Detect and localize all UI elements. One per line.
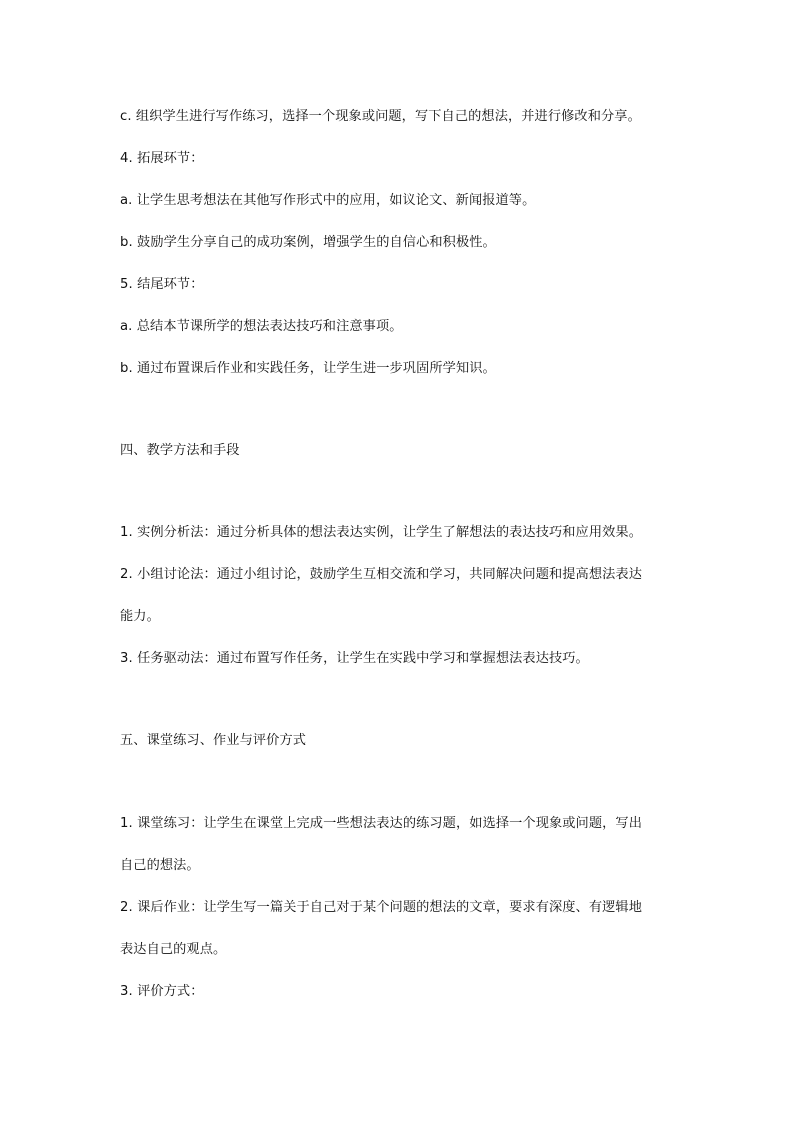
paragraph-line: 3. 任务驱动法：通过布置写作任务，让学生在实践中学习和掌握想法表达技巧。 (120, 651, 589, 666)
paragraph-line: a. 让学生思考想法在其他写作形式中的应用，如议论文、新闻报道等。 (120, 193, 536, 208)
paragraph-line: 2. 小组讨论法：通过小组讨论，鼓励学生互相交流和学习，共同解决问题和提高想法表达 (120, 567, 642, 582)
paragraph-line: a. 总结本节课所学的想法表达技巧和注意事项。 (120, 319, 403, 334)
paragraph-line: 能力。 (120, 609, 160, 624)
paragraph-line: 4. 拓展环节： (120, 151, 204, 166)
paragraph-line: 1. 课堂练习：让学生在课堂上完成一些想法表达的练习题，如选择一个现象或问题，写出 (120, 816, 642, 831)
section-heading: 四、教学方法和手段 (120, 443, 240, 458)
paragraph-line: 2. 课后作业：让学生写一篇关于自己对于某个问题的想法的文章，要求有深度、有逻辑地 (120, 900, 642, 915)
paragraph-line: b. 鼓励学生分享自己的成功案例，增强学生的自信心和积极性。 (120, 235, 496, 250)
paragraph-line: 5. 结尾环节： (120, 277, 204, 292)
section-heading: 五、课堂练习、作业与评价方式 (120, 733, 307, 748)
paragraph-line: 1. 实例分析法：通过分析具体的想法表达实例，让学生了解想法的表达技巧和应用效果。 (120, 525, 642, 540)
paragraph-line: b. 通过布置课后作业和实践任务，让学生进一步巩固所学知识。 (120, 361, 496, 376)
paragraph-line: 3. 评价方式： (120, 984, 204, 999)
paragraph-line: 表达自己的观点。 (120, 942, 227, 957)
paragraph-line: c. 组织学生进行写作练习，选择一个现象或问题，写下自己的想法，并进行修改和分享。 (120, 109, 641, 124)
paragraph-line: 自己的想法。 (120, 858, 200, 873)
